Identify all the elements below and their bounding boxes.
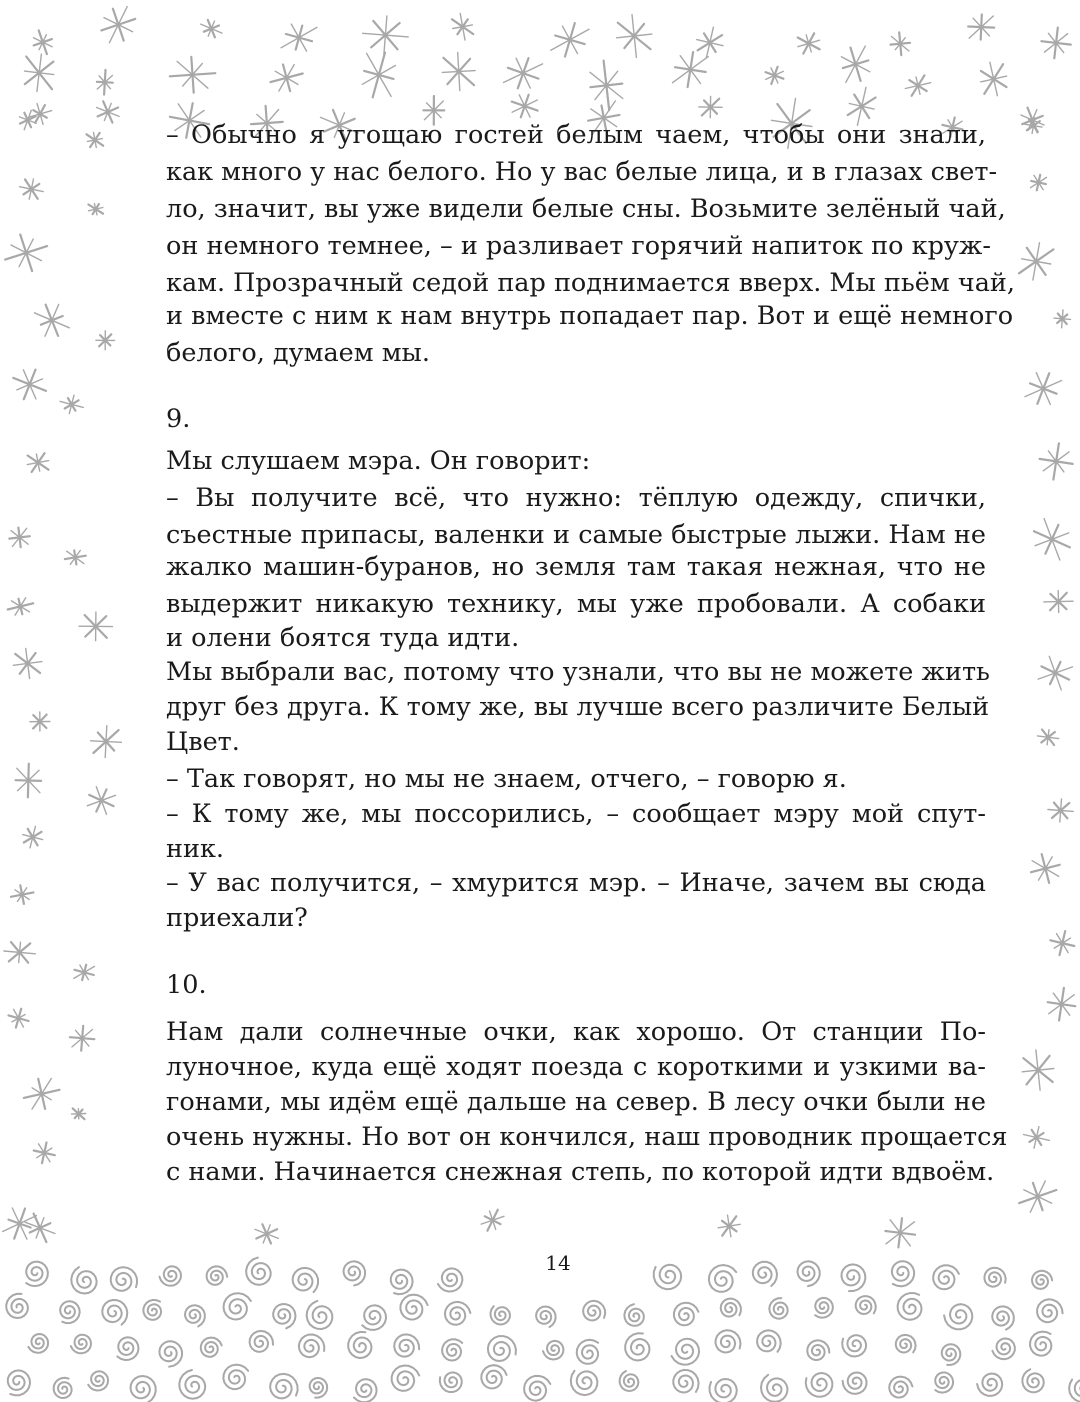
text-line: съестные припасы, валенки и самые быстрые лыжи. Нам не [166, 520, 986, 550]
text-line: – У вас получится, – хмурится мэр. – Иначе, зачем вы сюда [166, 868, 986, 898]
text-line: белого, думаем мы. [166, 338, 430, 368]
page-number: 14 [545, 1251, 571, 1275]
text-line: кам. Прозрачный седой пар поднимается вверх. Мы пьём чай, [166, 268, 1015, 298]
text-line: как много у нас белого. Но у вас белые лица, и в глазах свет- [166, 157, 998, 187]
text-line: – Так говорят, но мы не знаем, отчего, – говорю я. [166, 764, 847, 794]
text-line: гонами, мы идём ещё дальше на север. В лесу очки были не [166, 1087, 986, 1117]
text-line: Цвет. [166, 727, 240, 757]
section-number: 9. [166, 404, 191, 434]
text-line: Мы выбрали вас, потому что узнали, что вы не можете жить [166, 657, 990, 687]
text-line: Нам дали солнечные очки, как хорошо. От станции По- [166, 1017, 986, 1047]
text-line: луночное, куда ещё ходят поезда с короткими и узкими ва- [166, 1052, 986, 1082]
text-line: ло, значит, вы уже видели белые сны. Возьмите зелёный чай, [166, 194, 1006, 224]
text-line: он немного темнее, – и разливает горячий напиток по круж- [166, 231, 991, 261]
text-line: приехали? [166, 903, 308, 933]
text-line: – К тому же, мы поссорились, – сообщает мэру мой спут- [166, 799, 986, 829]
section-number: 10. [166, 970, 207, 1000]
text-line: и вместе с ним к нам внутрь попадает пар. Вот и ещё немного [166, 301, 1014, 331]
text-line: – Вы получите всё, что нужно: тёплую одежду, спички, [166, 483, 986, 513]
text-line: – Обычно я угощаю гостей белым чаем, чтобы они знали, [166, 120, 986, 150]
text-line: и олени боятся туда идти. [166, 623, 520, 653]
text-line: Мы слушаем мэра. Он говорит: [166, 446, 591, 476]
text-line: выдержит никакую технику, мы уже пробовали. А собаки [166, 589, 986, 619]
text-line: жалко машин-буранов, но земля там такая нежная, что не [166, 552, 986, 582]
text-line: ник. [166, 834, 225, 864]
text-line: очень нужны. Но вот он кончился, наш проводник прощается [166, 1122, 1008, 1152]
text-line: с нами. Начинается снежная степь, по которой идти вдвоём. [166, 1157, 995, 1187]
text-line: друг без друга. К тому же, вы лучше всего различите Белый [166, 692, 990, 722]
